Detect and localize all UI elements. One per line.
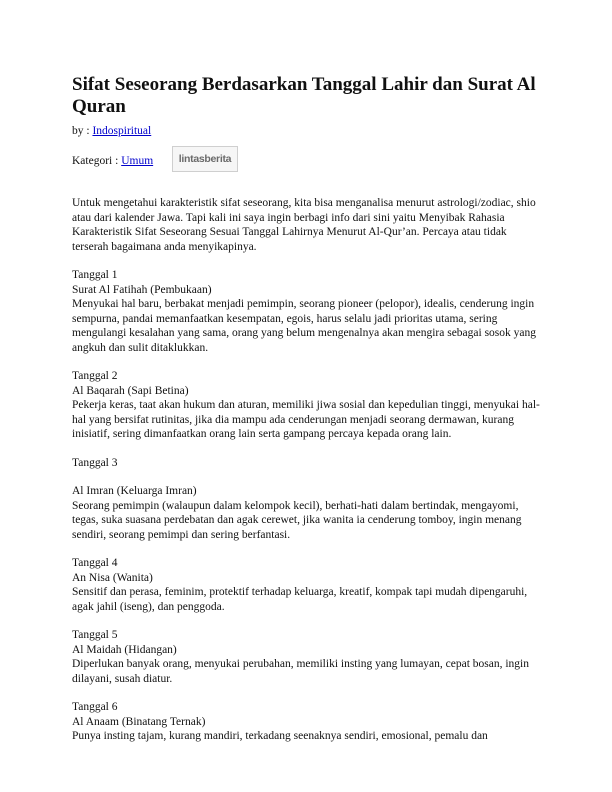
entry-date: Tanggal 3 <box>72 456 118 469</box>
category-line <box>72 154 153 168</box>
entry-text: Pekerja keras, taat akan hukum dan aturan, memiliki jiwa sosial dan kepedulian tinggi, menyukai hal-hal yang bersifat rutinitas, jika dia mampu ada cenderungan menjadi seorang dermawan, kurang inisiatif, sering dimanfaatkan orang lain serta gampang percaya kepada orang lain. <box>72 399 540 440</box>
author-prefix: by : <box>72 125 93 137</box>
entry-tanggal-5 <box>72 628 542 686</box>
entry-surah: Al Anaam (Binatang Ternak) <box>72 715 206 728</box>
logo-text: lintasberita <box>178 153 232 165</box>
entry-text: Menyukai hal baru, berbakat menjadi pemimpin, seorang pioneer (pelopor), idealis, cenderung ingin sempurna, pandai memanfaatkan kesempatan, egois, harus selalu jadi prioritas utama, sering mengulangi kesalahan yang sama, orang yang belum mengenalnya akan mengira sebagai sosok yang angkuh dan sulit ditaklukkan. <box>72 298 537 354</box>
entry-surah: Al Maidah (Hidangan) <box>72 643 177 656</box>
entry-date: Tanggal 4 <box>72 557 118 569</box>
blank-line <box>72 470 542 484</box>
entry-text: Sensitif dan perasa, feminim, protektif terhadap keluarga, kreatif, kompak tapi mudah dipengaruhi, agak jahil (iseng), dan penggoda. <box>72 586 528 613</box>
entry-text: Seorang pemimpin (walaupun dalam kelompok kecil), berhati-hati dalam bertindak, mengayomi, tegas, suka suasana perdebatan dan agak cerewet, jika wanita ia cenderung tomboy, ingin menang sendiri, seorang pemimpi dan sering berfantasi. <box>72 499 522 541</box>
entry-date: Tanggal 1 <box>72 269 118 281</box>
intro-paragraph: Untuk mengetahui karakteristik sifat seseorang, kita bisa menganalisa menurut astrologi/zodiac, shio atau dari kalender Jawa. Tapi kali ini saya ingin berbagi info dari sini yaitu Menyibak Rahasia Karakteristik Sifat Seseorang Sesuai Tanggal Lahirnya Menurut Al-Qur’an. Percaya atau tidak terserah bagaimana anda menyikapinya. <box>72 197 536 253</box>
category-link[interactable]: Umum <box>121 155 154 167</box>
entry-text: Diperlukan banyak orang, menyukai perubahan, memiliki insting yang lumayan, cepat bosan, ingin dilayani, susah diatur. <box>72 658 530 685</box>
entry-surah: Al Imran (Keluarga Imran) <box>72 485 197 497</box>
entry-date: Tanggal 6 <box>72 701 118 713</box>
entry-tanggal-6 <box>72 700 542 744</box>
lintasberita-logo[interactable] <box>172 146 238 172</box>
author-line <box>72 124 542 138</box>
entry-surah: Al Baqarah (Sapi Betina) <box>72 384 189 397</box>
entry-surah: Surat Al Fatihah (Pembukaan) <box>72 283 212 296</box>
entry-tanggal-3 <box>72 456 542 543</box>
article <box>72 74 542 744</box>
entry-tanggal-1 <box>72 268 542 355</box>
entry-tanggal-4 <box>72 556 542 614</box>
article-title: Sifat Seseorang Berdasarkan Tanggal Lahir dan Surat Al Quran <box>72 74 536 117</box>
entry-surah: An Nisa (Wanita) <box>72 571 153 584</box>
entry-date: Tanggal 5 <box>72 629 118 641</box>
entry-text: Punya insting tajam, kurang mandiri, terkadang seenaknya sendiri, emosional, pemalu dan <box>72 730 488 742</box>
entry-tanggal-2 <box>72 369 542 442</box>
category-prefix: Kategori : <box>72 155 122 167</box>
category-row <box>72 148 542 174</box>
author-link[interactable]: Indospiritual <box>92 125 152 137</box>
entry-date: Tanggal 2 <box>72 370 118 382</box>
